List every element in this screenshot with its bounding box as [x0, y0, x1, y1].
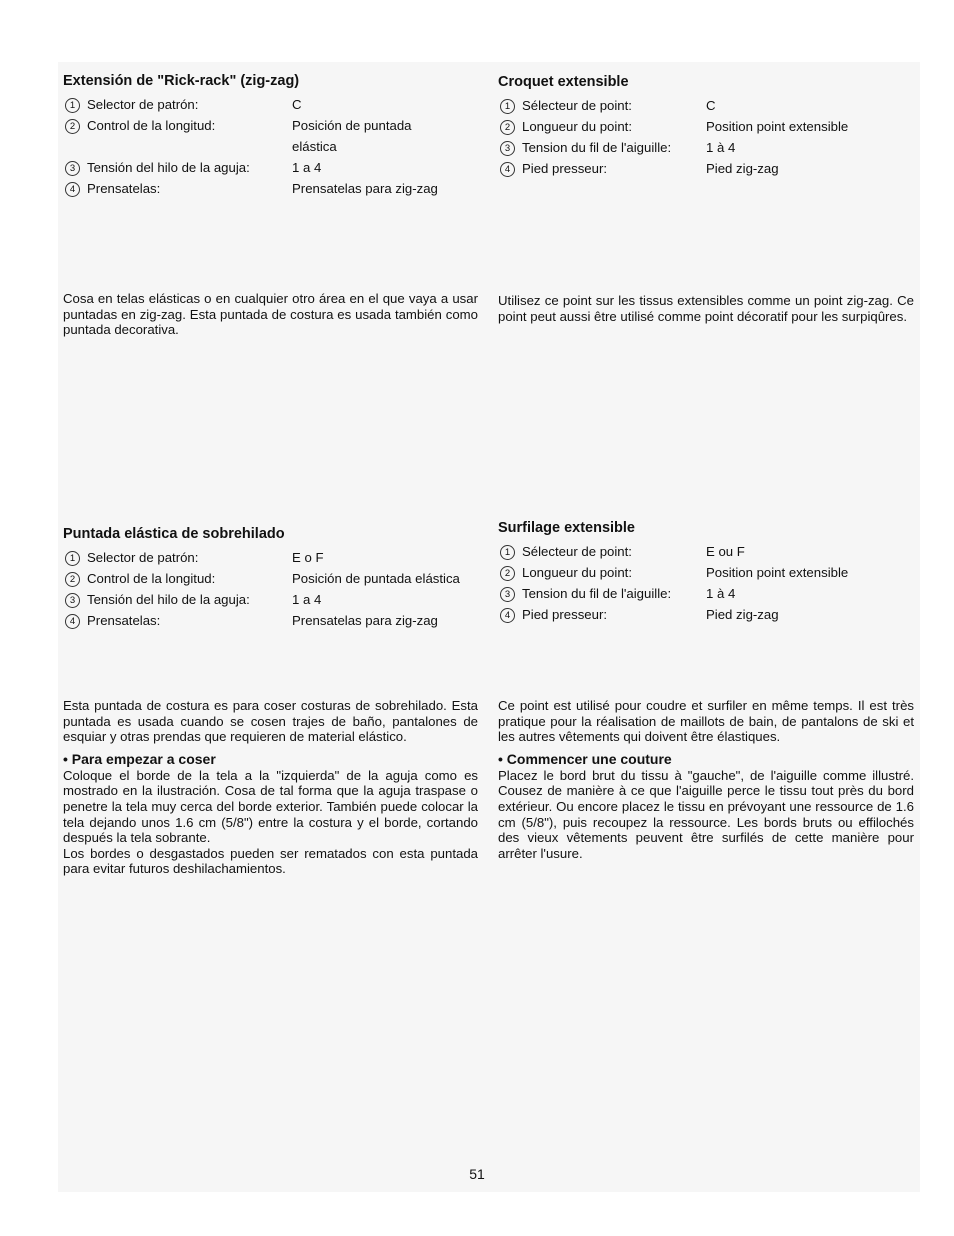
circled-number: 2 — [65, 119, 80, 134]
zigzag-settings-es — [63, 72, 478, 199]
setting-value: Position point extensible — [706, 119, 849, 134]
setting-label: Pied presseur: — [522, 607, 608, 622]
setting-row — [63, 547, 478, 568]
body-paragraph: Los bordes o desgastados pueden ser rematados con esta puntada para evitar futuros deshilachamientos. — [63, 845, 478, 877]
setting-label: Selector de patrón: — [87, 97, 199, 112]
setting-row — [498, 95, 914, 116]
setting-row — [63, 115, 478, 157]
setting-label: Longueur du point: — [522, 119, 632, 134]
body-paragraph: Coloque el borde de la tela a la "izquierda" de la aguja como es mostrado en la ilustración. Cosa de tal forma que la aguja traspase o penetre la tela muy cerca del borde exterior. También puede colocar la tela dejando unos 1.6 cm (5/8") entre la costura y el borde, cortando después la tela sobrante. — [63, 767, 478, 846]
circled-number: 1 — [65, 98, 80, 113]
setting-row — [498, 562, 914, 583]
zigzag-body-es — [63, 291, 478, 338]
setting-label: Tension du fil de l'aiguille: — [522, 140, 672, 155]
overcast-settings-es — [63, 525, 478, 631]
setting-value: Prensatelas para zig-zag — [292, 613, 438, 628]
circled-number: 1 — [500, 545, 515, 560]
overcast-settings-list-es — [63, 547, 478, 631]
circled-number: 2 — [500, 120, 515, 135]
circled-number: 4 — [500, 608, 515, 623]
setting-row — [63, 157, 478, 178]
setting-label: Tensión del hilo de la aguja: — [87, 592, 250, 607]
overcast-title-fr: Surfilage extensible — [498, 520, 635, 536]
body-paragraph: Ce point est utilisé pour coudre et surfiler en même temps. Il est très pratique pour la réalisation de maillots de bain, de pantalons de ski et les autres vêtements qui doivent être élastiques. — [498, 698, 914, 745]
start-sewing-subhead-es: • Para empezar a coser — [63, 750, 216, 767]
setting-label: Longueur du point: — [522, 565, 632, 580]
setting-value: E o F — [292, 550, 324, 565]
setting-row — [63, 178, 478, 199]
setting-value: 1 a 4 — [292, 592, 322, 607]
setting-value: Prensatelas para zig-zag — [292, 181, 438, 196]
setting-label: Pied presseur: — [522, 161, 608, 176]
body-paragraph: Esta puntada de costura es para coser costuras de sobrehilado. Esta puntada es usada cuando se cosen trajes de baño, pantalones de esquiar y otras prendas que requieren de material elástico. — [63, 698, 478, 745]
setting-row — [63, 568, 478, 589]
body-paragraph: Utilisez ce point sur les tissus extensibles comme un point zig-zag. Ce point peut aussi être utilisé comme point décoratif pour les surpiqûres. — [498, 293, 914, 324]
circled-number: 4 — [65, 182, 80, 197]
circled-number: 1 — [500, 99, 515, 114]
setting-row — [498, 583, 914, 604]
body-paragraph: Placez le bord brut du tissu à "gauche", de l'aiguille comme illustré. Cousez de manière à ce que l'aiguille perce le tissu tout près du bord extérieur. Ou encore placez le tissu en prévoyant une ressource de 1.6 cm (5/8"), puis recoupez la ressource. Les bords bruts ou effilochés des vieux vêtements peuvent être surfilés de cette manière pour arrêter l'usure. — [498, 767, 914, 861]
zigzag-settings-list-es — [63, 94, 478, 199]
circled-number: 4 — [65, 614, 80, 629]
setting-value: Posición de puntada elástica — [292, 571, 460, 586]
setting-label: Control de la longitud: — [87, 118, 216, 133]
setting-value: Pied zig-zag — [706, 607, 779, 622]
setting-label: Prensatelas: — [87, 181, 161, 196]
circled-number: 3 — [500, 141, 515, 156]
setting-value: Posición de puntada elástica — [292, 118, 412, 154]
setting-value: 1 a 4 — [292, 160, 322, 175]
circled-number: 3 — [500, 587, 515, 602]
setting-value: 1 à 4 — [706, 140, 736, 155]
setting-value: C — [292, 97, 302, 112]
circled-number: 3 — [65, 593, 80, 608]
start-sewing-subhead-fr: • Commencer une couture — [498, 750, 672, 767]
overcast-title-es: Puntada elástica de sobrehilado — [63, 526, 285, 542]
setting-label: Sélecteur de point: — [522, 98, 632, 113]
setting-label: Control de la longitud: — [87, 571, 216, 586]
body-paragraph: Cosa en telas elásticas o en cualquier otro área en el que vaya a usar puntadas en zig-zag. Esta puntada de costura es usada también como puntada decorativa. — [63, 291, 478, 338]
setting-row — [498, 541, 914, 562]
zigzag-title-fr: Croquet extensible — [498, 74, 629, 90]
setting-label: Selector de patrón: — [87, 550, 199, 565]
setting-row — [498, 116, 914, 137]
circled-number: 2 — [500, 566, 515, 581]
setting-value: Position point extensible — [706, 565, 849, 580]
zigzag-settings-fr — [498, 73, 914, 179]
setting-row — [63, 94, 478, 115]
circled-number: 2 — [65, 572, 80, 587]
setting-row — [498, 158, 914, 179]
setting-label: Tension du fil de l'aiguille: — [522, 586, 672, 601]
setting-value: C — [706, 98, 716, 113]
circled-number: 1 — [65, 551, 80, 566]
circled-number: 4 — [500, 162, 515, 177]
overcast-settings-fr — [498, 519, 914, 625]
setting-row — [498, 604, 914, 625]
setting-label: Sélecteur de point: — [522, 544, 632, 559]
setting-label: Tensión del hilo de la aguja: — [87, 160, 250, 175]
setting-row — [498, 137, 914, 158]
setting-row — [63, 610, 478, 631]
setting-value: 1 à 4 — [706, 586, 736, 601]
circled-number: 3 — [65, 161, 80, 176]
setting-value: E ou F — [706, 544, 745, 559]
overcast-body-es — [63, 698, 478, 877]
setting-label: Prensatelas: — [87, 613, 161, 628]
overcast-body-fr — [498, 698, 914, 861]
zigzag-title-es: Extensión de "Rick-rack" (zig-zag) — [63, 73, 300, 89]
setting-value: Pied zig-zag — [706, 161, 779, 176]
setting-row — [63, 589, 478, 610]
page-number: 51 — [469, 1166, 485, 1182]
overcast-settings-list-fr — [498, 541, 914, 625]
zigzag-settings-list-fr — [498, 95, 914, 179]
zigzag-body-fr — [498, 293, 914, 324]
